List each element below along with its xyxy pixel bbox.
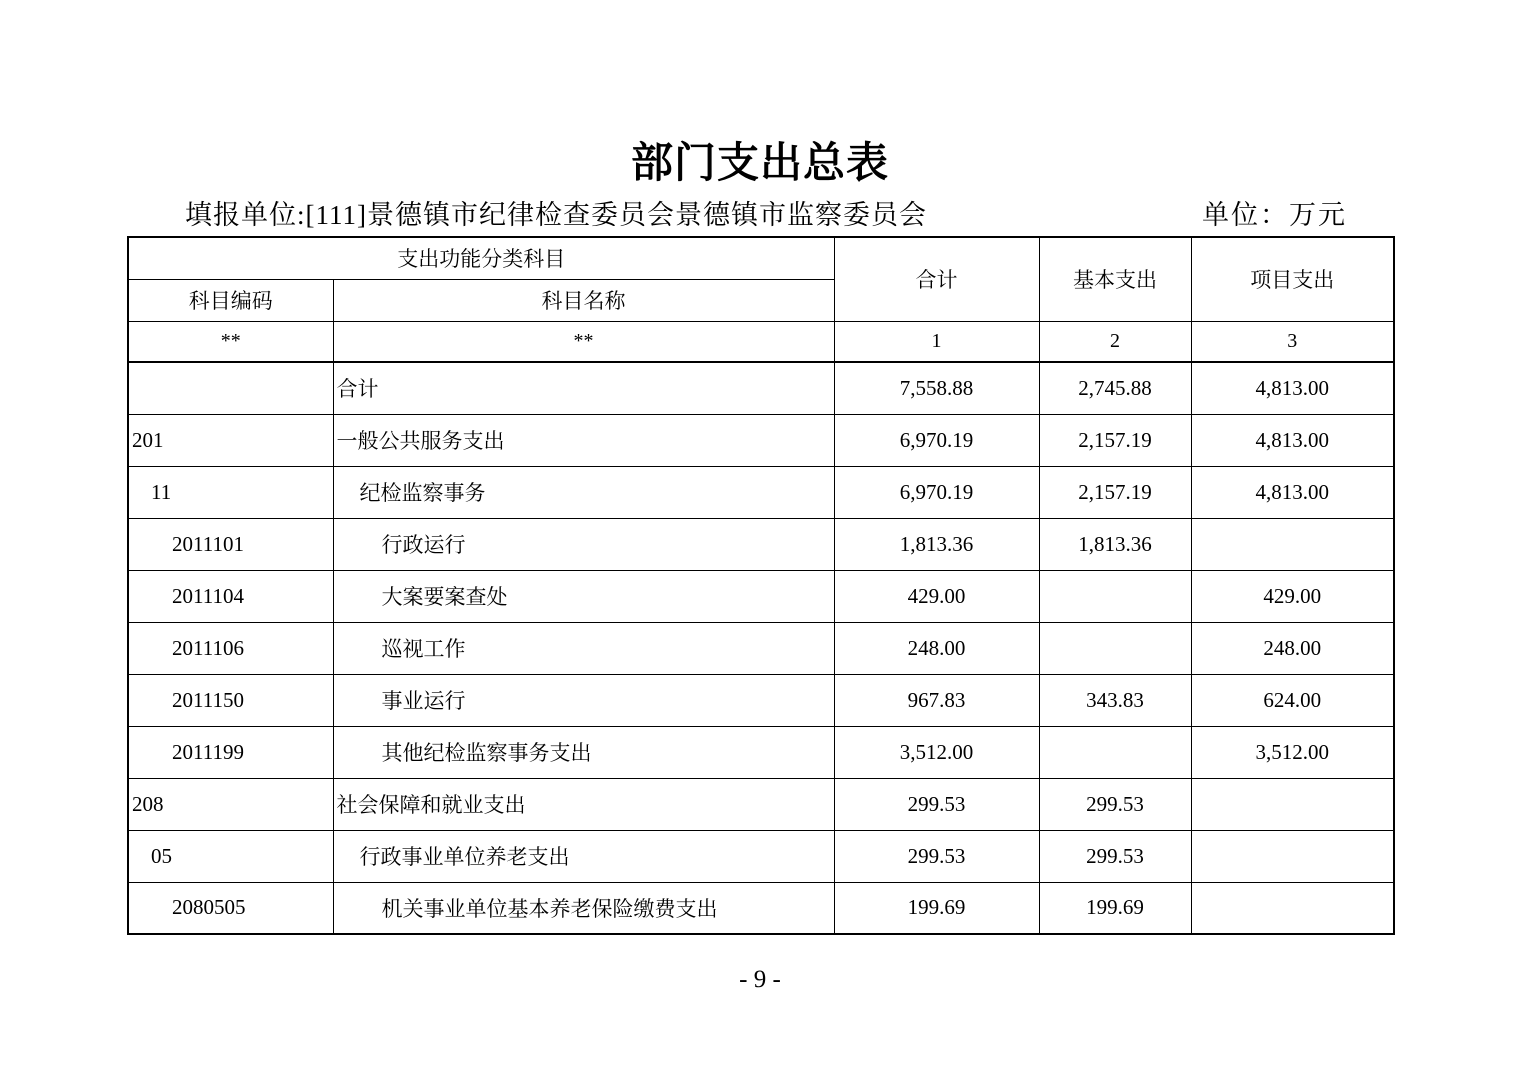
total-cell: 7,558.88: [834, 362, 1039, 414]
table-row: [128, 466, 1394, 518]
project-cell: 4,813.00: [1191, 414, 1394, 466]
project-cell: 4,813.00: [1191, 362, 1394, 414]
total-cell: 6,970.19: [834, 414, 1039, 466]
index-basic-cell: 2: [1039, 321, 1191, 362]
basic-cell: 2,745.88: [1039, 362, 1191, 414]
table-row: [128, 726, 1394, 778]
code-cell: 05: [128, 830, 333, 882]
total-cell: 299.53: [834, 778, 1039, 830]
col-header-func-group: 支出功能分类科目: [128, 237, 834, 279]
col-header-code: 科目编码: [128, 279, 333, 321]
index-name-cell: **: [333, 321, 834, 362]
table-row: [128, 778, 1394, 830]
basic-cell: [1039, 622, 1191, 674]
project-cell: 624.00: [1191, 674, 1394, 726]
name-cell: 巡视工作: [333, 622, 834, 674]
project-cell: 4,813.00: [1191, 466, 1394, 518]
table-row: [128, 414, 1394, 466]
total-cell: 1,813.36: [834, 518, 1039, 570]
basic-cell: 2,157.19: [1039, 414, 1191, 466]
total-cell: 199.69: [834, 882, 1039, 934]
name-cell: 机关事业单位基本养老保险缴费支出: [333, 882, 834, 934]
col-header-basic: 基本支出: [1039, 237, 1191, 321]
table-row: [128, 830, 1394, 882]
code-cell: [128, 362, 333, 414]
page-number: - 9 -: [739, 966, 781, 993]
table-row: [128, 518, 1394, 570]
basic-cell: [1039, 726, 1191, 778]
table-row: [128, 882, 1394, 934]
expenditure-table: [127, 236, 1395, 935]
table-row: [128, 570, 1394, 622]
project-cell: [1191, 518, 1394, 570]
total-cell: 3,512.00: [834, 726, 1039, 778]
index-code-cell: **: [128, 321, 333, 362]
basic-cell: [1039, 570, 1191, 622]
name-cell: 事业运行: [333, 674, 834, 726]
code-cell: 2011150: [128, 674, 333, 726]
code-cell: 2080505: [128, 882, 333, 934]
name-cell: 大案要案查处: [333, 570, 834, 622]
col-header-total: 合计: [834, 237, 1039, 321]
page-title: 部门支出总表: [630, 138, 889, 187]
name-cell: 行政事业单位养老支出: [333, 830, 834, 882]
code-cell: 2011101: [128, 518, 333, 570]
col-header-name: 科目名称: [333, 279, 834, 321]
name-cell: 一般公共服务支出: [333, 414, 834, 466]
name-cell: 纪检监察事务: [333, 466, 834, 518]
table-row: [128, 622, 1394, 674]
basic-cell: 343.83: [1039, 674, 1191, 726]
code-cell: 2011199: [128, 726, 333, 778]
basic-cell: 299.53: [1039, 830, 1191, 882]
table-row: [128, 674, 1394, 726]
code-cell: 11: [128, 466, 333, 518]
basic-cell: 2,157.19: [1039, 466, 1191, 518]
col-header-project: 项目支出: [1191, 237, 1394, 321]
basic-cell: 1,813.36: [1039, 518, 1191, 570]
table-header-row-1: [128, 237, 1394, 279]
code-cell: 2011106: [128, 622, 333, 674]
name-cell: 合计: [333, 362, 834, 414]
total-cell: 299.53: [834, 830, 1039, 882]
code-cell: 201: [128, 414, 333, 466]
total-cell: 429.00: [834, 570, 1039, 622]
index-row: [128, 321, 1394, 362]
index-project-cell: 3: [1191, 321, 1394, 362]
project-cell: [1191, 830, 1394, 882]
index-total-cell: 1: [834, 321, 1039, 362]
table-row: [128, 362, 1394, 414]
reporting-unit-label: 填报单位:[111]景德镇市纪律检查委员会景德镇市监察委员会: [185, 199, 927, 230]
total-cell: 6,970.19: [834, 466, 1039, 518]
project-cell: 248.00: [1191, 622, 1394, 674]
name-cell: 社会保障和就业支出: [333, 778, 834, 830]
total-cell: 967.83: [834, 674, 1039, 726]
basic-cell: 299.53: [1039, 778, 1191, 830]
code-cell: 2011104: [128, 570, 333, 622]
project-cell: 429.00: [1191, 570, 1394, 622]
project-cell: [1191, 778, 1394, 830]
subtitle-row: [127, 194, 1393, 230]
project-cell: [1191, 882, 1394, 934]
total-cell: 248.00: [834, 622, 1039, 674]
code-cell: 208: [128, 778, 333, 830]
project-cell: 3,512.00: [1191, 726, 1394, 778]
name-cell: 行政运行: [333, 518, 834, 570]
unit-label: 单位：万元: [1202, 199, 1347, 230]
basic-cell: 199.69: [1039, 882, 1191, 934]
name-cell: 其他纪检监察事务支出: [333, 726, 834, 778]
